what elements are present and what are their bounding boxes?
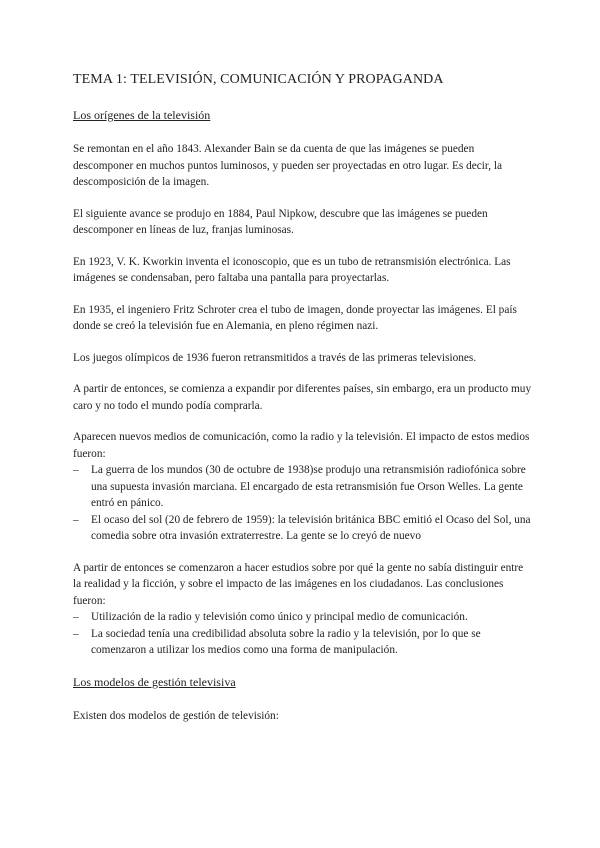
section-heading-models: Los modelos de gestión televisiva bbox=[73, 674, 236, 689]
paragraph: Existen dos modelos de gestión de televisión: bbox=[73, 709, 279, 722]
impact-list bbox=[73, 462, 533, 545]
paragraph: En 1923, V. K. Kworkin inventa el iconoscopio, que es un tubo de retransmisión electrónica. Las imágenes se condensaban, pero faltaba una pantalla para proyectarlas. bbox=[73, 255, 511, 284]
list-item: – Utilización de la radio y televisión como único y principal medio de comunicación. bbox=[73, 609, 533, 626]
conclusions-list bbox=[73, 609, 533, 659]
list-item: – La sociedad tenía una credibilidad absoluta sobre la radio y la televisión, por lo que se comenzaron a utilizar los medios como una forma de manipulación. bbox=[73, 626, 533, 659]
list-item: – La guerra de los mundos (30 de octubre de 1938)se produjo una retransmisión radiofónica sobre una supuesta invasión marciana. El encargado de esta retransmisión fue Orson Welles. La gente entró en pánico. bbox=[73, 462, 533, 512]
document-title: TEMA 1: TELEVISIÓN, COMUNICACIÓN Y PROPAGANDA bbox=[73, 72, 444, 87]
paragraph: Aparecen nuevos medios de comunicación, como la radio y la televisión. El impacto de estos medios fueron: bbox=[73, 431, 530, 460]
paragraph: A partir de entonces, se comienza a expandir por diferentes países, sin embargo, era un producto muy caro y no todo el mundo podía comprarla. bbox=[73, 383, 532, 412]
paragraph: En 1935, el ingeniero Fritz Schroter crea el tubo de imagen, donde proyectar las imágenes. El país donde se creó la televisión fue en Alemania, en pleno régimen nazi. bbox=[73, 303, 517, 332]
section-heading-origins: Los orígenes de la televisión bbox=[73, 108, 211, 122]
list-item: – El ocaso del sol (20 de febrero de 1959): la televisión británica BBC emitió el Ocaso del Sol, una comedia sobre otra invasión extraterrestre. La gente se lo creyó de nuevo bbox=[73, 512, 533, 545]
paragraph: El siguiente avance se produjo en 1884, Paul Nipkow, descubre que las imágenes se pueden descomponer en líneas de luz, franjas luminosas. bbox=[73, 207, 488, 236]
paragraph: A partir de entonces se comenzaron a hacer estudios sobre por qué la gente no sabía distinguir entre la realidad y la ficción, y sobre el impacto de las imágenes en los ciudadanos. Las conclusiones fueron: bbox=[73, 561, 524, 607]
paragraph: Los juegos olímpicos de 1936 fueron retransmitidos a través de las primeras televisiones. bbox=[73, 351, 477, 364]
document-page bbox=[73, 71, 533, 739]
paragraph: Se remontan en el año 1843. Alexander Bain se da cuenta de que las imágenes se pueden descomponer en muchos puntos luminosos, y pueden ser proyectadas en otro lugar. Es decir, la descomposición de la imagen. bbox=[73, 143, 503, 188]
